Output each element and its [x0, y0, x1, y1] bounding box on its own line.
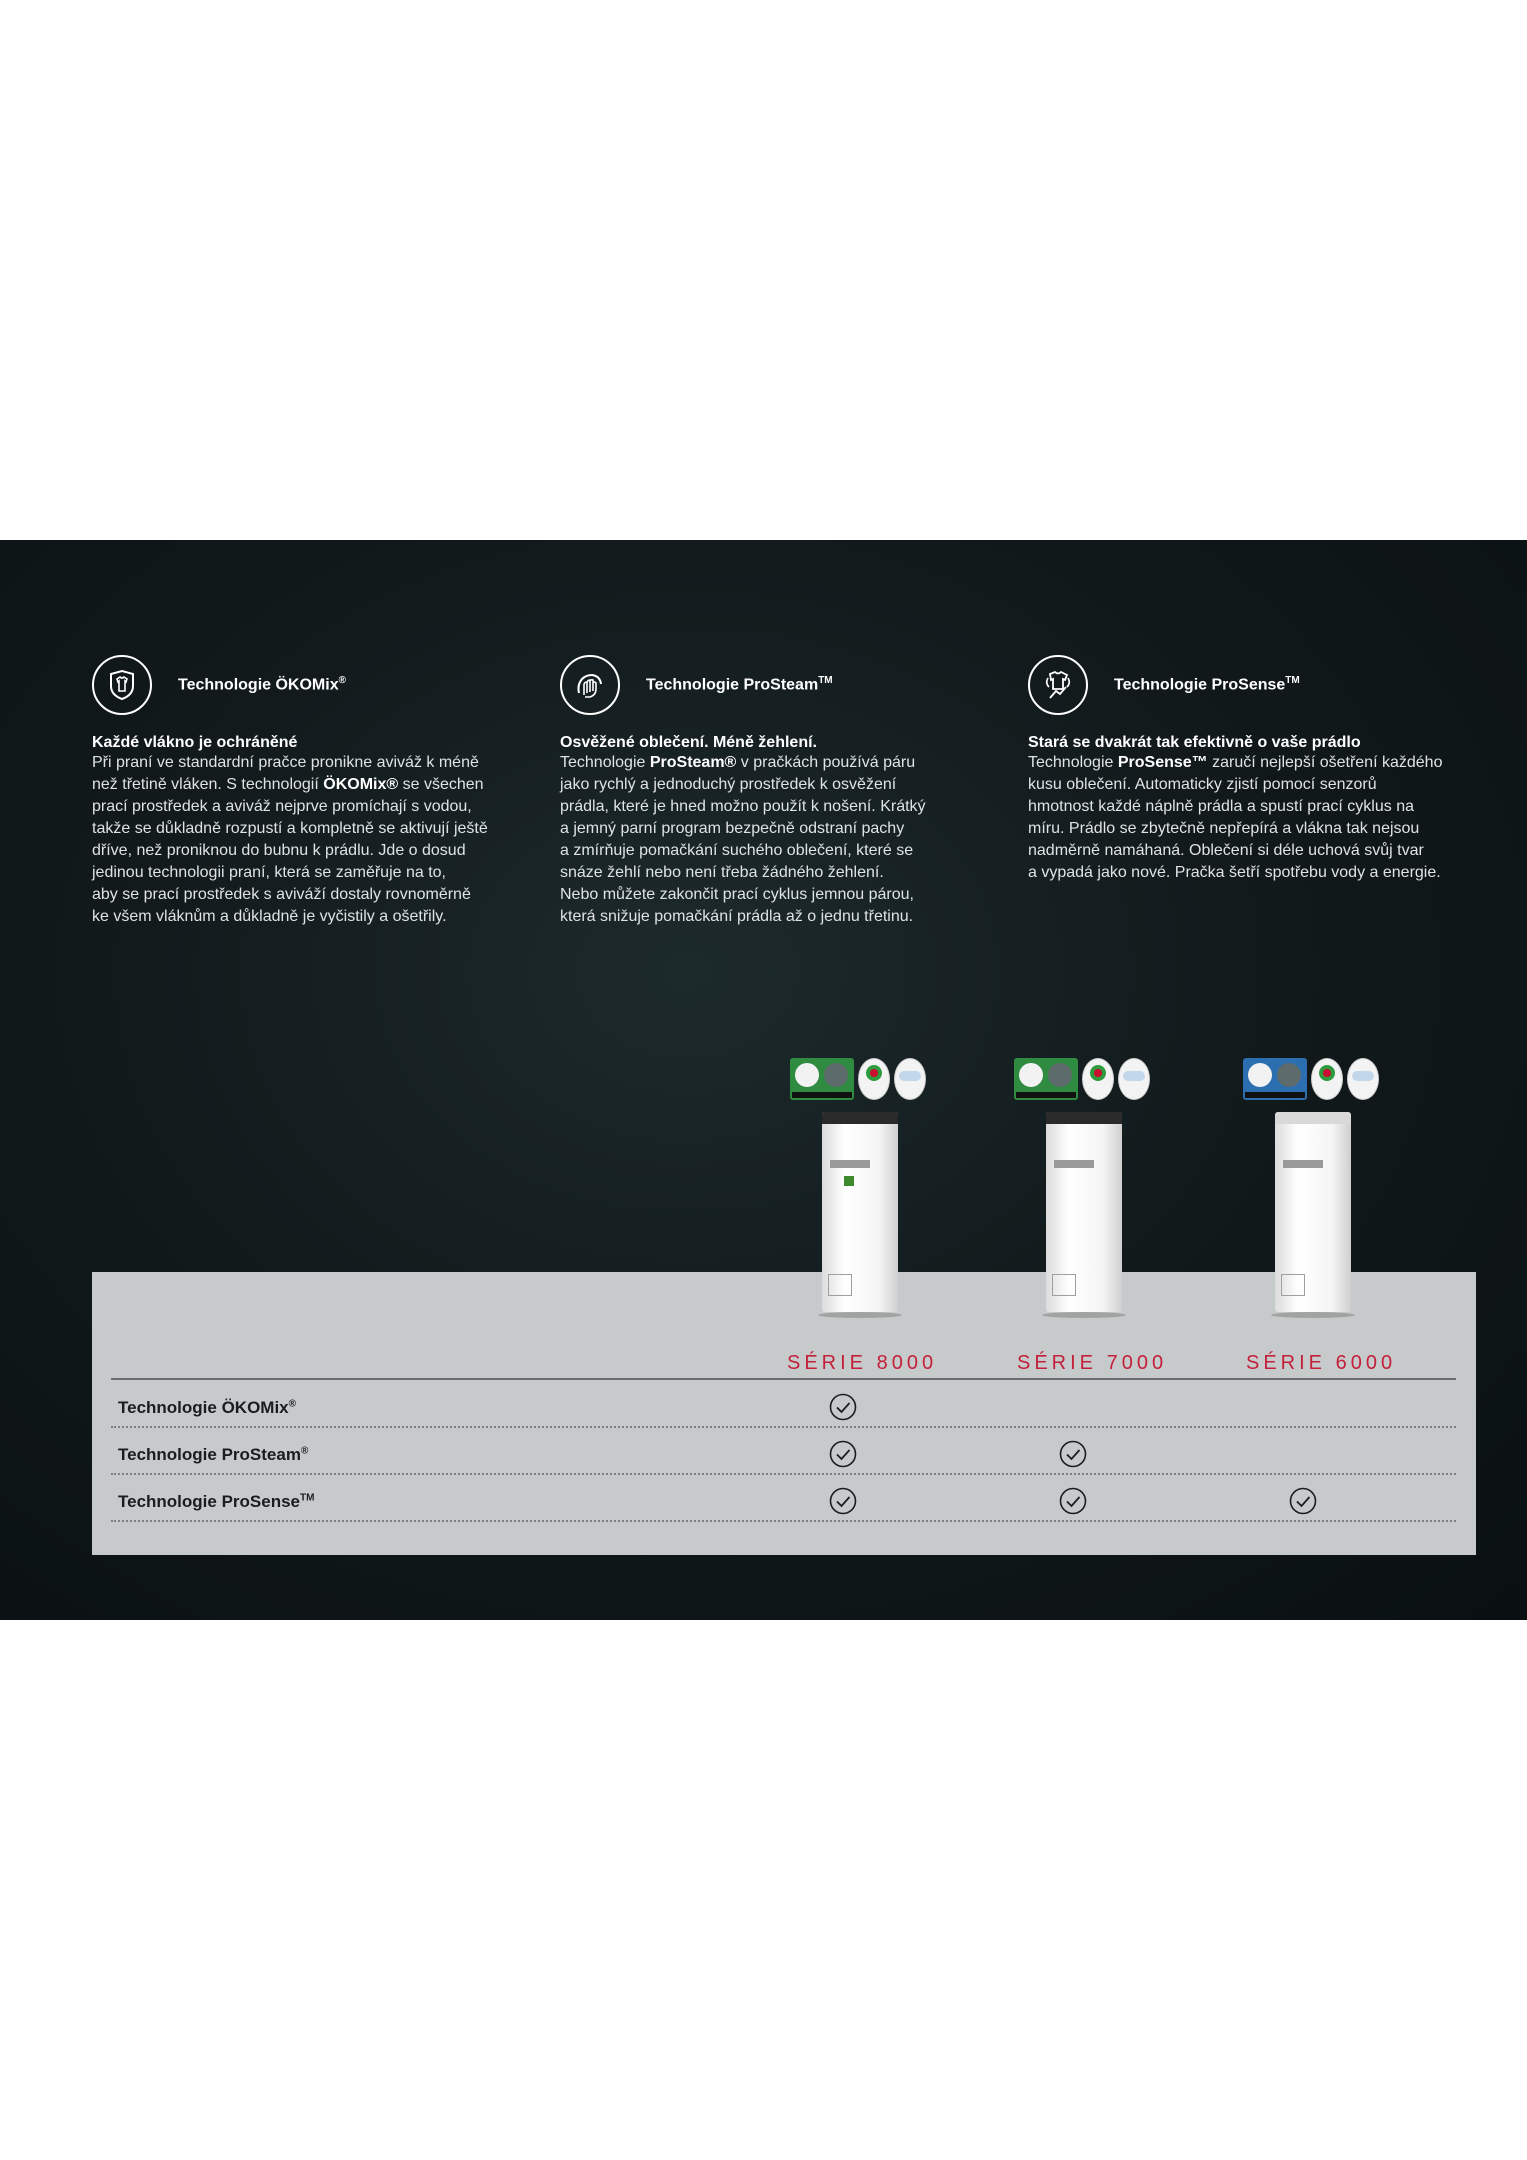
feature-body: Při praní ve standardní pračce pronikne aviváž k méně než třetině vláken. S technologií ÖKOMix® se všechen prací prostředek a aviváž nejprve promíchají s vodou, takže se důkladně rozpustí a kompletně se aktivují ještě dříve, než proniknou do bubnu k prádlu. Jde o dosud jedinou technologii praní, která se zaměřuje na to, aby se prací prostředek s aviváží dostaly rovnoměrně ke všem vláknům a důkladně je vyčistily a ošetřily.: [92, 754, 488, 925]
feature-band: [0, 540, 1527, 1620]
checkmark-icon: [829, 1393, 857, 1421]
feature-lead: Osvěžené oblečení. Méně žehlení.: [560, 734, 817, 751]
checkmark-icon: [1059, 1440, 1087, 1468]
machine-serie-8000: [790, 1058, 940, 1333]
lenor-badge-icon: [1347, 1058, 1379, 1100]
feature-body: Technologie ProSteam® v pračkách používá páru jako rychlý a jednoduchý prostředek k osvěžení prádla, které je hned možno použít k nošení. Krátký a jemný parní program bezpečně odstraní pachy a zmírňuje pomačkání suchého oblečení, které se snáze žehlí nebo není třeba žádného žehlení. Nebo můžete zakončit prací cyklus jemnou párou, která snižuje pomačkání prádla až o jednu třetinu.: [560, 754, 926, 925]
certification-badges: [1243, 1058, 1383, 1104]
checkmark-icon: [829, 1487, 857, 1515]
woolmark-badge-icon: [1243, 1058, 1307, 1100]
certification-badges: [1014, 1058, 1154, 1104]
checkmark-icon: [1059, 1487, 1087, 1515]
machine-shadow: [818, 1312, 902, 1318]
woolmark-badge-icon: [790, 1058, 854, 1100]
woolmark-badge-icon: [1014, 1058, 1078, 1100]
checkmark-icon: [829, 1440, 857, 1468]
table-header-rule: [111, 1378, 1456, 1380]
washing-machine-image: [822, 1112, 898, 1312]
shirt-shield-icon: [92, 655, 152, 715]
row-divider: [111, 1473, 1456, 1475]
machine-shadow: [1042, 1312, 1126, 1318]
series-label-8000: SÉRIE 8000: [787, 1352, 938, 1374]
certification-badges: [790, 1058, 930, 1104]
ariel-badge-icon: [858, 1058, 890, 1100]
row-label-prosense: Technologie ProSense™: [118, 1492, 315, 1511]
feature-okomix: [92, 652, 532, 928]
row-divider: [111, 1426, 1456, 1428]
steam-hand-icon: [560, 655, 620, 715]
lenor-badge-icon: [1118, 1058, 1150, 1100]
shirt-sensor-icon: [1028, 655, 1088, 715]
feature-lead: Stará se dvakrát tak efektivně o vaše prádlo: [1028, 734, 1361, 751]
machine-serie-7000: [1014, 1058, 1164, 1333]
checkmark-icon: [1289, 1487, 1317, 1515]
ariel-badge-icon: [1311, 1058, 1343, 1100]
row-label-okomix: Technologie ÖKOMix®: [118, 1398, 297, 1417]
feature-prosense: [1028, 652, 1468, 884]
feature-prosteam: [560, 652, 1000, 928]
machine-serie-6000: [1243, 1058, 1393, 1333]
feature-title: Technologie ÖKOMix®: [178, 675, 346, 694]
series-label-7000: SÉRIE 7000: [1017, 1352, 1168, 1374]
series-label-6000: SÉRIE 6000: [1246, 1352, 1397, 1374]
ariel-badge-icon: [1082, 1058, 1114, 1100]
feature-lead: Každé vlákno je ochráněné: [92, 734, 298, 751]
row-divider: [111, 1520, 1456, 1522]
feature-title: Technologie ProSense™: [1114, 675, 1300, 694]
lenor-badge-icon: [894, 1058, 926, 1100]
washing-machine-image: [1275, 1112, 1351, 1312]
row-label-prosteam: Technologie ProSteam®: [118, 1445, 309, 1464]
machine-shadow: [1271, 1312, 1355, 1318]
feature-title: Technologie ProSteam™: [646, 675, 833, 694]
washing-machine-image: [1046, 1112, 1122, 1312]
feature-body: Technologie ProSense™ zaručí nejlepší ošetření každého kusu oblečení. Automaticky zjistí pomocí senzorů hmotnost každé náplně prádla a spustí prací cyklus na míru. Prádlo se zbytečně nepřepírá a vlákna tak nejsou nadměrně namáhaná. Oblečení si déle uchová svůj tvar a vypadá jako nové. Pračka šetří spotřebu vody a energie.: [1028, 754, 1443, 881]
